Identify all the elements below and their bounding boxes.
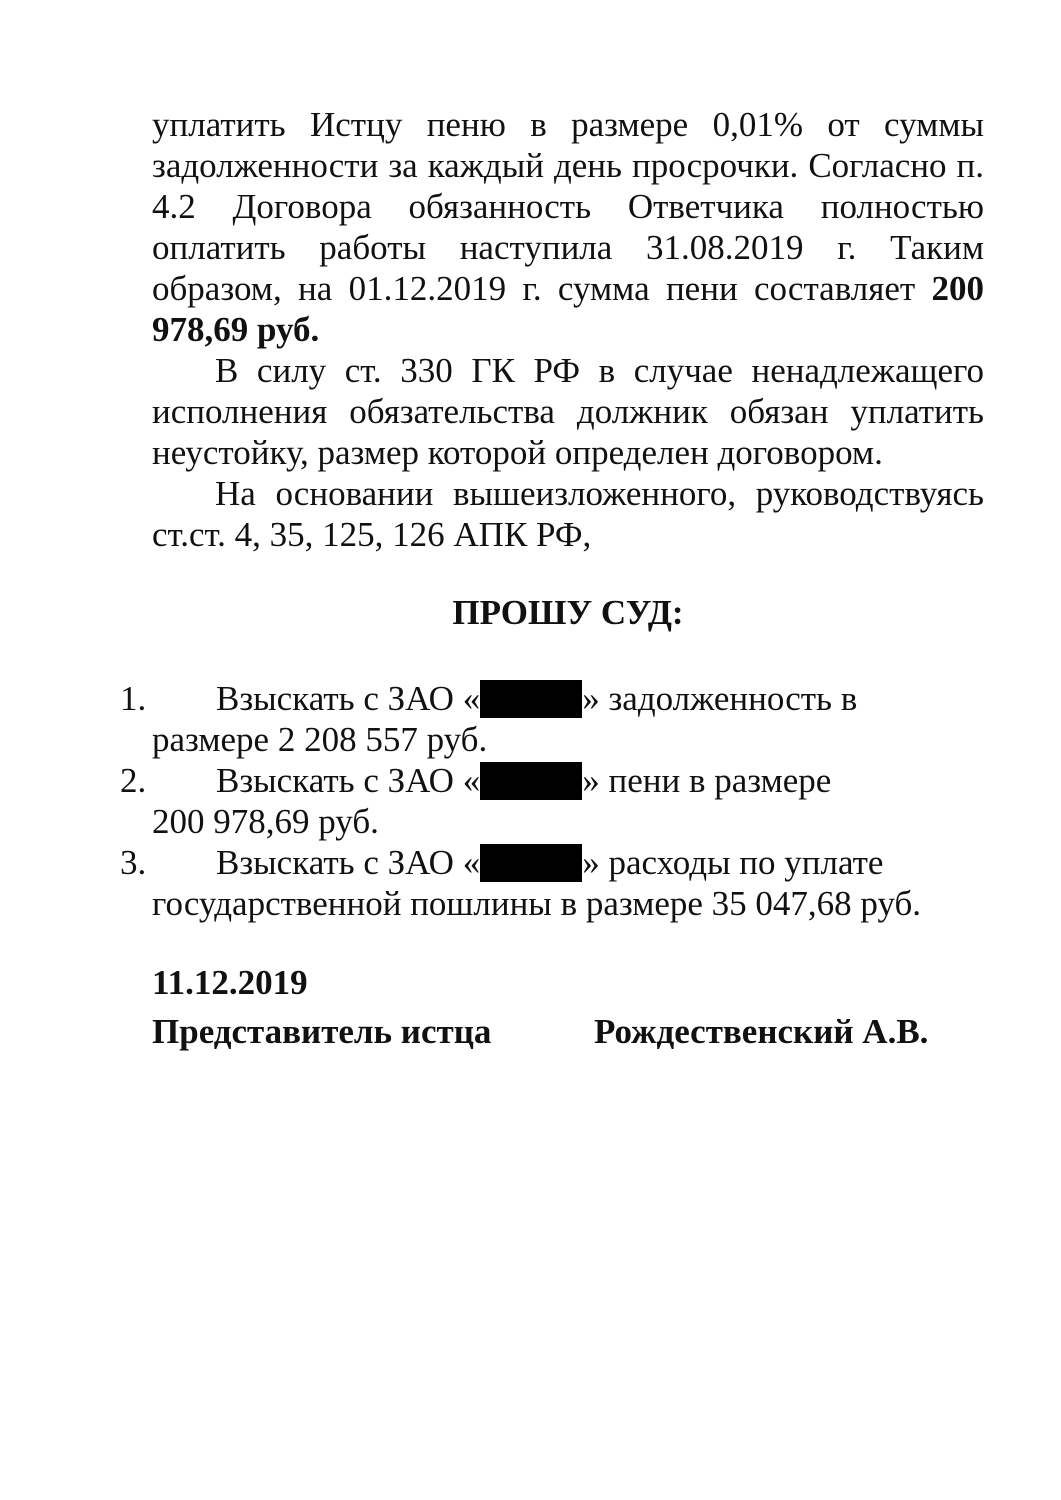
redaction-block bbox=[480, 762, 582, 800]
request-number: 3. bbox=[120, 843, 147, 882]
request-prefix: Взыскать с ЗАО « bbox=[216, 843, 481, 882]
request-suffix: » задолженность в bbox=[582, 679, 858, 718]
signatory-role: Представитель истца bbox=[152, 1012, 492, 1051]
document-date: 11.12.2019 bbox=[152, 963, 308, 1002]
request-continuation: 200 978,69 руб. bbox=[152, 802, 379, 841]
paragraph-penalty bbox=[152, 104, 984, 350]
paragraph-penalty-text: уплатить Истцу пеню в размере 0,01% от суммы задолженности за каждый день просрочки. Согласно п. 4.2 Договора обязанность Ответчика полностью оплатить работы наступила 31.08.2019 г. Таким образом, на 01.12.2019 г. сумма пени составляет bbox=[152, 105, 984, 308]
request-line bbox=[216, 760, 831, 801]
request-line bbox=[216, 842, 883, 883]
body-text bbox=[152, 104, 984, 555]
request-number: 2. bbox=[120, 761, 147, 800]
request-number: 1. bbox=[120, 679, 147, 718]
request-prefix: Взыскать с ЗАО « bbox=[216, 679, 481, 718]
request-line bbox=[216, 678, 857, 719]
request-prefix: Взыскать с ЗАО « bbox=[216, 761, 481, 800]
request-continuation: размере 2 208 557 руб. bbox=[152, 720, 488, 759]
redaction-block bbox=[480, 680, 582, 718]
paragraph-grounds: На основании вышеизложенного, руководствуясь ст.ст. 4, 35, 125, 126 АПК РФ, bbox=[152, 474, 984, 554]
redaction-block bbox=[480, 844, 582, 882]
penalty-amount: 200 978,69 руб. bbox=[152, 269, 984, 349]
signatory-name: Рождественский А.В. bbox=[594, 1012, 929, 1051]
request-suffix: » пени в размере bbox=[582, 761, 832, 800]
request-heading: ПРОШУ СУД: bbox=[452, 593, 684, 632]
request-suffix: » расходы по уплате bbox=[582, 843, 884, 882]
paragraph-civil-code: В силу ст. 330 ГК РФ в случае ненадлежащего исполнения обязательства должник обязан уплатить неустойку, размер которой определен договором. bbox=[152, 351, 984, 472]
request-continuation: государственной пошлины в размере 35 047,68 руб. bbox=[152, 884, 922, 923]
